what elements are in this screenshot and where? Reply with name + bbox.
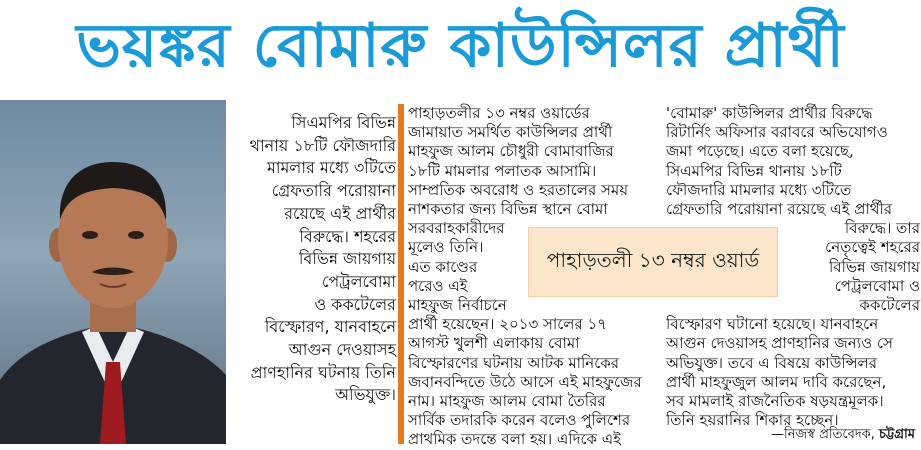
article-line: বিভিন্ন জায়গায় <box>828 257 920 276</box>
intro-line: প্রাণহানির ঘটনায় তিনি <box>250 362 396 382</box>
article-line: জবানবন্দিতে উঠে আসে এই মাহফুজের <box>408 372 642 391</box>
article-line: ককটেলের <box>859 296 920 315</box>
article-line: ফৌজদারি মামলার মধ্যে ৩টিতে <box>666 180 852 199</box>
article-line: নেতৃত্বেই শহরের <box>825 238 920 257</box>
column-divider <box>398 104 404 444</box>
callout-text: পাহাড়তলী ১৩ নম্বর ওয়ার্ড <box>546 247 760 272</box>
article-line: আগস্ট খুলশী এলাকায় বোমা <box>408 334 580 353</box>
article-line: অভিযুক্ত। তবে এ বিষয়ে কাউন্সিলর <box>666 353 877 372</box>
intro-line: মামলার মধ্যে ৩টিতে <box>267 158 396 178</box>
article-line: পাহাড়তলীর ১৩ নম্বর ওয়ার্ডের <box>408 104 590 122</box>
intro-line: রয়েছে এই প্রার্থীর <box>284 203 396 223</box>
intro-line: বিস্ফোরণ, যানবাহনে <box>264 317 396 337</box>
callout-box <box>528 227 778 297</box>
article-line: মাহফুজ নির্বাচনে <box>408 296 507 315</box>
article-line: নাম। মাহফুজ আলম বোমা তৈরির <box>408 392 606 411</box>
article-line: 'বোমারু' কাউন্সিলর প্রার্থীর বিরুদ্ধে <box>666 104 873 122</box>
intro-line: ও ককটেলের <box>314 294 396 314</box>
intro-line: আগুন দেওয়াসহ <box>288 340 396 360</box>
intro-text <box>228 112 396 407</box>
article-line: রিটার্নিং অফিসার বরাবরে অভিযোগও <box>666 123 888 142</box>
headline: ভয়ঙ্কর বোমারু কাউন্সিলর প্রার্থী <box>76 11 845 81</box>
candidate-photo <box>0 100 226 444</box>
article-line: প্রার্থী হয়েছেন। ২০১৩ সালের ১৭ <box>408 315 607 334</box>
article-line: পেট্রলবোমা ও <box>834 276 920 295</box>
intro-line: সিএমপির বিভিন্ন <box>291 113 396 132</box>
intro-line: থানায় ১৮টি ফৌজদারি <box>249 135 396 155</box>
article-line: সরবরাহকারীদের <box>408 219 505 238</box>
byline-place: চট্টগ্রাম <box>879 427 915 442</box>
article-line: পরেও এই <box>408 276 468 295</box>
article-line: সার্বিক তদারকি করেন বলেও পুলিশের <box>408 411 631 430</box>
intro-line: গ্রেফতারি পরোয়ানা <box>271 181 396 201</box>
article-line: জামায়াত সমর্থিত কাউন্সিলর প্রার্থী <box>408 123 613 142</box>
intro-line: বিরুদ্ধে। শহরের <box>299 226 396 246</box>
article-line: এত কাণ্ডের <box>408 257 478 276</box>
article-line: মাহফুজ আলম চৌধুরী বোমাবাজির <box>408 142 614 161</box>
article-line: সাম্প্রতিক অবরোধ ও হরতালের সময় <box>408 180 629 199</box>
article-line: সব মামলাই রাজনৈতিক ষড়যন্ত্রমূলক। <box>666 392 884 411</box>
article-line: ১৮টি মামলার পলাতক আসামি। <box>408 161 597 180</box>
article-line: বিরুদ্ধে। তার <box>844 219 920 238</box>
article-line: নাশকতার জন্য বিভিন্ন স্থানে বোমা <box>408 200 608 219</box>
article-line: প্রাথমিক তদন্তে বলা হয়। এদিকে এই <box>408 430 621 449</box>
byline <box>771 425 915 446</box>
article-line: গ্রেফতারি পরোয়ানা রয়েছে এই প্রার্থীর <box>666 200 893 219</box>
article-line: সিএমপির বিভিন্ন থানায় ১৮টি <box>666 161 842 180</box>
intro-line: পেট্রলবোমা <box>321 271 396 291</box>
article-line: তিনি হয়রানির শিকার হচ্ছেন। <box>666 411 839 430</box>
article-line: আগুন দেওয়াসহ প্রাণহানির জন্যও সে <box>666 334 893 353</box>
intro-line: বিভিন্ন জায়গায় <box>298 249 396 269</box>
intro-line: অভিযুক্ত। <box>335 385 396 405</box>
article-line: জমা পড়েছে। এতে বলা হয়েছে, <box>666 142 854 161</box>
article-line: মূলেও তিনি। <box>408 238 484 257</box>
article-line: বিস্ফোরণ ঘটানো হয়েছে। যানবাহনে <box>666 315 879 334</box>
byline-reporter: —নিজস্ব প্রতিবেদক, <box>771 427 875 442</box>
article-line: বিস্ফোরণের ঘটনায় আটক মানিকের <box>408 353 620 372</box>
article-line: প্রার্থী মাহফুজুল আলম দাবি করেছেন, <box>666 372 887 391</box>
